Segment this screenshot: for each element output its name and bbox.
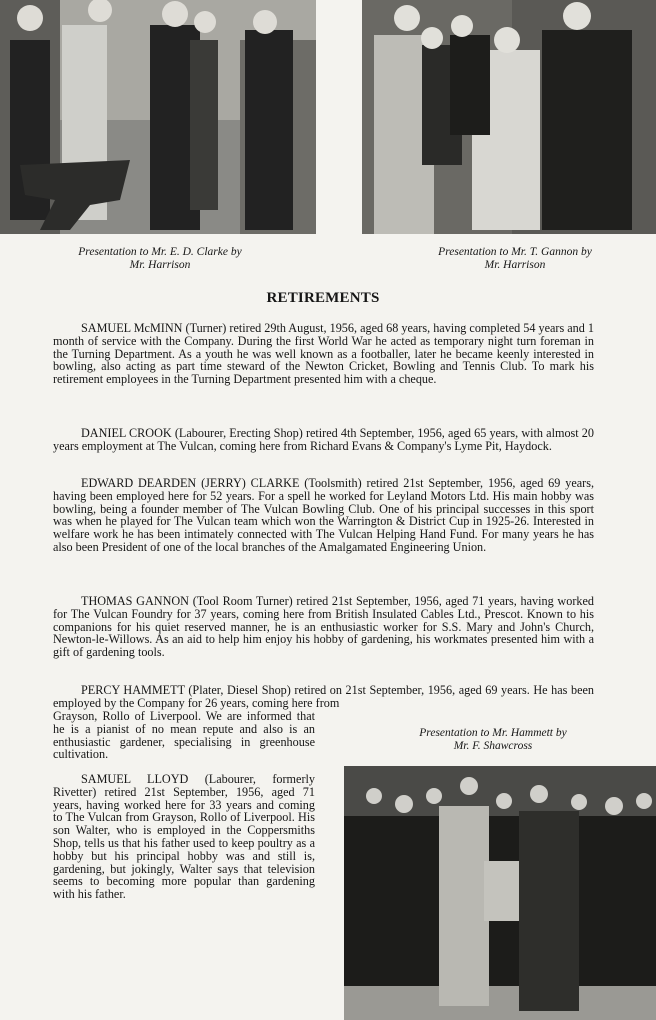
photo-caption-hammett <box>388 727 598 753</box>
paragraph-crook: DANIEL CROOK (Labourer, Erecting Shop) retired 4th September, 1956, aged 65 years, with almost 20 years employment at The Vulcan, coming here from Richard Evans & Company's Lyme Pit, Haydock. <box>53 426 594 453</box>
photo-caption-clarke <box>40 246 280 272</box>
caption-line: Mr. Harrison <box>484 259 546 271</box>
paragraph-hammett-narrow: Grayson, Rollo of Liverpool. We are informed that he is a pianist of no mean repute and also is an enthusiastic gardener, specialising in greenhouse cultivation. <box>53 709 315 762</box>
caption-line: Presentation to Mr. E. D. Clarke by <box>78 246 242 258</box>
photo-gannon-presentation <box>362 0 656 234</box>
paragraph-lloyd: SAMUEL LLOYD (Labourer, formerly Rivetter) retired 21st September, 1956, aged 71 years, having worked here for 33 years and coming to The Vulcan from Grayson, Rollo of Liverpool. His son Walter, who is employed in the Coppersmiths Shop, tells us that his father used to keep poultry as a hobby but his principal hobby was and still is, gardening, but jokingly, Walter says that television seems to becoming more popular than gardening with his father. <box>53 772 315 902</box>
caption-line: Presentation to Mr. T. Gannon by <box>438 246 592 258</box>
section-heading: RETIREMENTS <box>266 290 380 306</box>
caption-line: Presentation to Mr. Hammett by <box>419 727 567 739</box>
caption-line: Mr. Harrison <box>129 259 191 271</box>
photo-caption-gannon <box>400 246 630 272</box>
photo-clarke-presentation <box>0 0 316 234</box>
paragraph-gannon: THOMAS GANNON (Tool Room Turner) retired 21st September, 1956, aged 71 years, having worked for The Vulcan Foundry for 37 years, coming here from British Insulated Cables Ltd., Prescot. Known to his companions for his quiet reserved manner, he is an enthusiastic worker for S.S. Mary and John's Church, Newton-le-Willows. As an aid to help him enjoy his hobby of gardening, his workmates presented him with a gift of gardening tools. <box>53 594 594 660</box>
caption-line: Mr. F. Shawcross <box>453 740 533 752</box>
paragraph-mcminn: SAMUEL McMINN (Turner) retired 29th August, 1956, aged 68 years, having completed 54 years and 1 month of service with the Company. During the first World War he acted as temporary night turn foreman in the Turning Department. As a youth he was well known as a footballer, later he became keenly interested in bowling, also acting as part time steward of the Newton Cricket, Bowling and Tennis Club. To mark his retirement employees in the Turning Department presented him with a cheque. <box>53 321 594 387</box>
paragraph-clarke: EDWARD DEARDEN (JERRY) CLARKE (Toolsmith) retired 21st September, 1956, aged 69 years, having been employed here for 52 years. For a spell he worked for Leyland Motors Ltd. His main hobby was bowling, being a founder member of The Vulcan Bowling Club. One of his principal successes in this sport was when he played for The Vulcan team which won the Warrington & District Cup in 1925-26. Interested in welfare work he has been intimately connected with The Vulcan Helping Hand Fund. For many years he has also been President of one of the local branches of the Amalgamated Engineering Union. <box>53 476 594 554</box>
paragraph-hammett-wide: PERCY HAMMETT (Plater, Diesel Shop) retired on 21st September, 1956, aged 69 years. He has been employed by the Company for 26 years, coming here from <box>53 683 594 710</box>
photo-hammett-presentation <box>344 766 656 1020</box>
